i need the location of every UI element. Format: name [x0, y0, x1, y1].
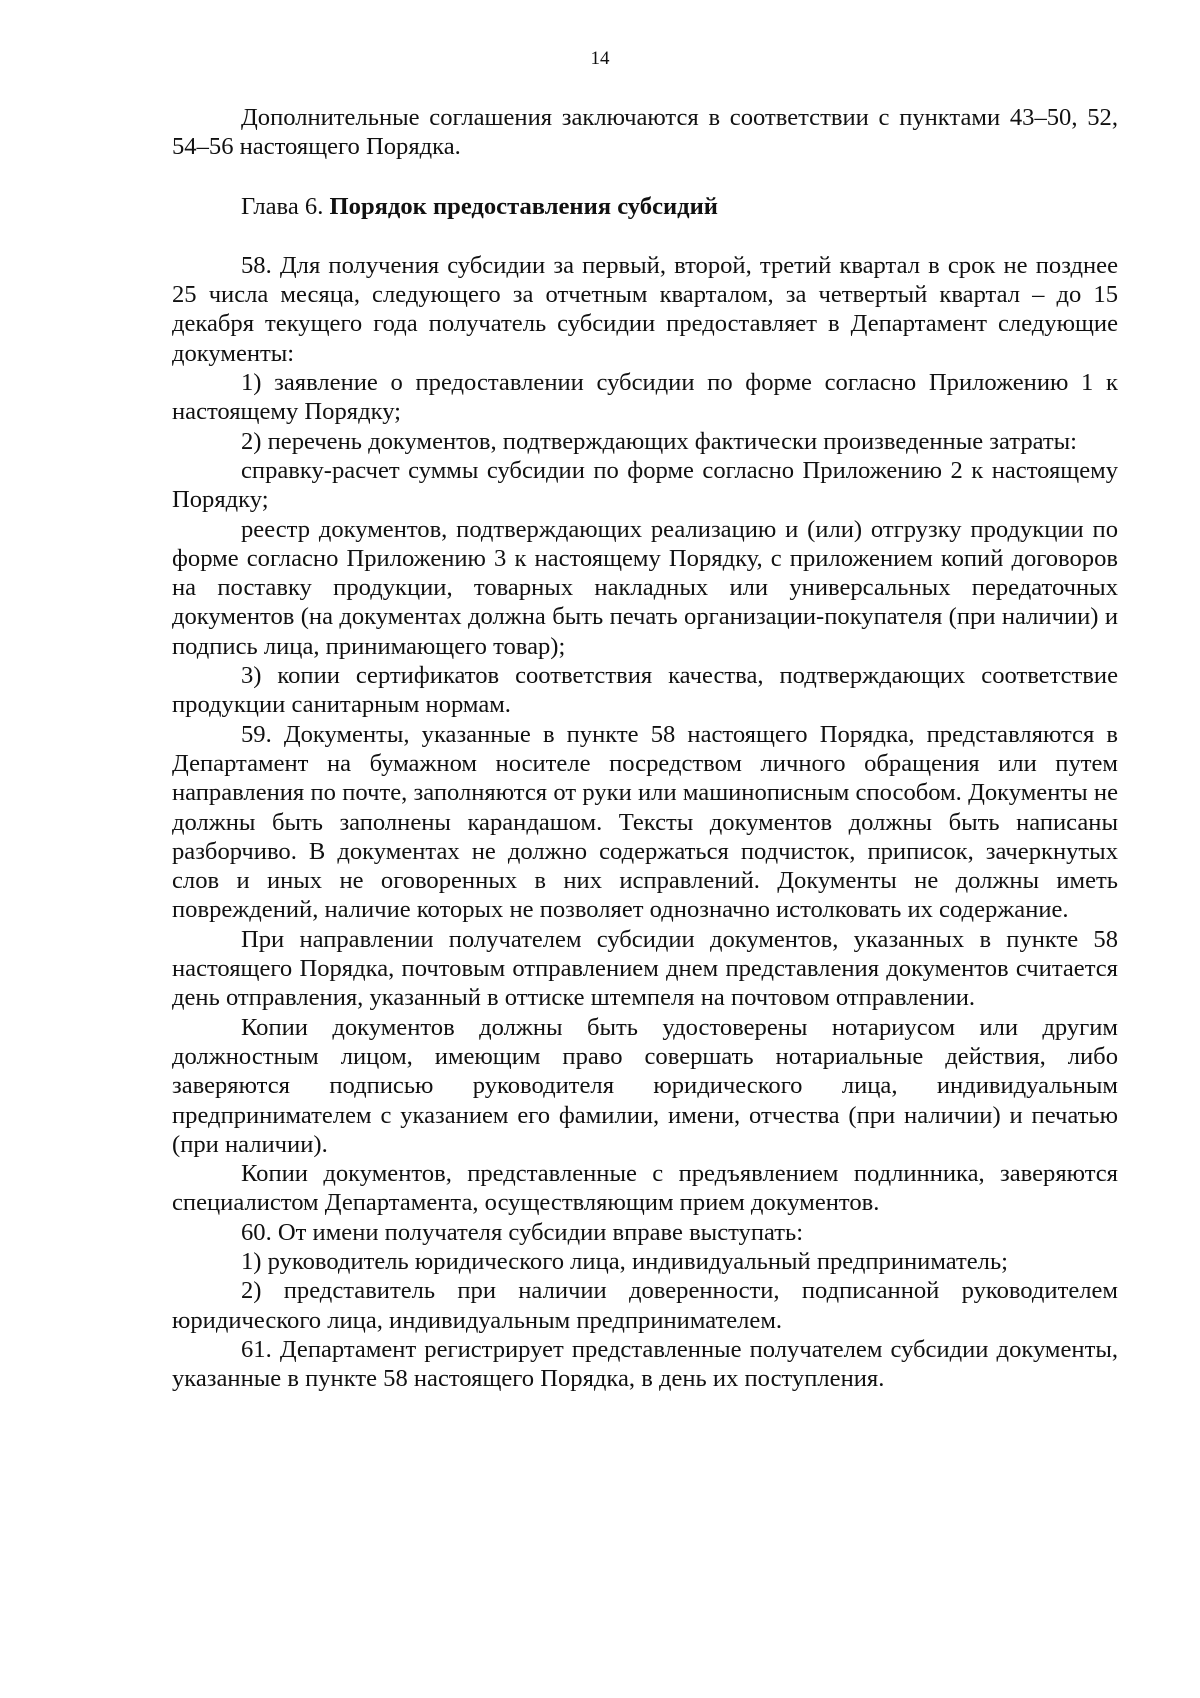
paragraph-58: 58. Для получения субсидии за первый, второй, третий квартал в срок не позднее 25 числа месяца, следующего за отчетным кварталом, за четвертый квартал – до 15 декабря текущего года получатель субсидии предоставляет в Департамент следующие документы:: [172, 251, 1118, 367]
paragraph-59: 59. Документы, указанные в пункте 58 настоящего Порядка, представляются в Департамент на бумажном носителе посредством личного обращения или путем направления по почте, заполняются от руки или машинописным способом. Документы не должны быть заполнены карандашом. Тексты документов должны быть написаны разборчиво. В документах не должно содержаться подчисток, приписок, зачеркнутых слов и иных не оговоренных в них исправлений. Документы не должны иметь повреждений, наличие которых не позволяет однозначно истолковать их содержание.: [172, 720, 1118, 924]
paragraph-59-mail: При направлении получателем субсидии документов, указанных в пункте 58 настоящего Порядка, почтовым отправлением днем представления документов считается день отправления, указанный в оттиске штемпеля на почтовом отправлении.: [172, 925, 1118, 1012]
intro-paragraph: Дополнительные соглашения заключаются в соответствии с пунктами 43–50, 52, 54–56 настоящего Порядка.: [172, 104, 1118, 161]
chapter-label: Глава 6.: [241, 192, 324, 220]
paragraph-58-item-1: 1) заявление о предоставлении субсидии по форме согласно Приложению 1 к настоящему Порядку;: [172, 369, 1118, 426]
paragraph-59-copies: Копии документов должны быть удостоверены нотариусом или другим должностным лицом, имеющим право совершать нотариальные действия, либо заверяются подписью руководителя юридического лица, индивидуальным предпринимателем с указанием его фамилии, имени, отчества (при наличии) и печатью (при наличии).: [172, 1013, 1118, 1158]
paragraph-60-item-1: 1) руководитель юридического лица, индивидуальный предприниматель;: [241, 1247, 1008, 1275]
paragraph-60-item-2: 2) представитель при наличии доверенности, подписанной руководителем юридического лица, индивидуальным предпринимателем.: [172, 1277, 1118, 1334]
document-body: [172, 103, 1118, 1393]
paragraph-58-item-2-calc: справку-расчет суммы субсидии по форме согласно Приложению 2 к настоящему Порядку;: [172, 456, 1118, 514]
chapter-heading: [172, 192, 1118, 221]
paragraph-58-item-2: 2) перечень документов, подтверждающих фактически произведенные затраты:: [241, 427, 1078, 455]
paragraph-58-item-3: 3) копии сертификатов соответствия качества, подтверждающих соответствие продукции санитарным нормам.: [172, 662, 1118, 719]
paragraph-58-item-2-registry: реестр документов, подтверждающих реализацию и (или) отгрузку продукции по форме согласно Приложению 3 к настоящему Порядку, с приложением копий договоров на поставку продукции, товарных накладных или универсальных передаточных документов (на документах должна быть печать организации-покупателя (при наличии) и подпись лица, принимающего товар);: [172, 515, 1118, 660]
chapter-title: Порядок предоставления субсидий: [329, 192, 718, 220]
paragraph-59-originals: Копии документов, представленные с предъявлением подлинника, заверяются специалистом Департамента, осуществляющим прием документов.: [172, 1160, 1118, 1217]
paragraph-60: 60. От имени получателя субсидии вправе выступать:: [241, 1218, 804, 1246]
paragraph-61: 61. Департамент регистрирует представленные получателем субсидии документы, указанные в пункте 58 настоящего Порядка, в день их поступления.: [172, 1335, 1118, 1393]
page-number: 14: [590, 48, 610, 69]
